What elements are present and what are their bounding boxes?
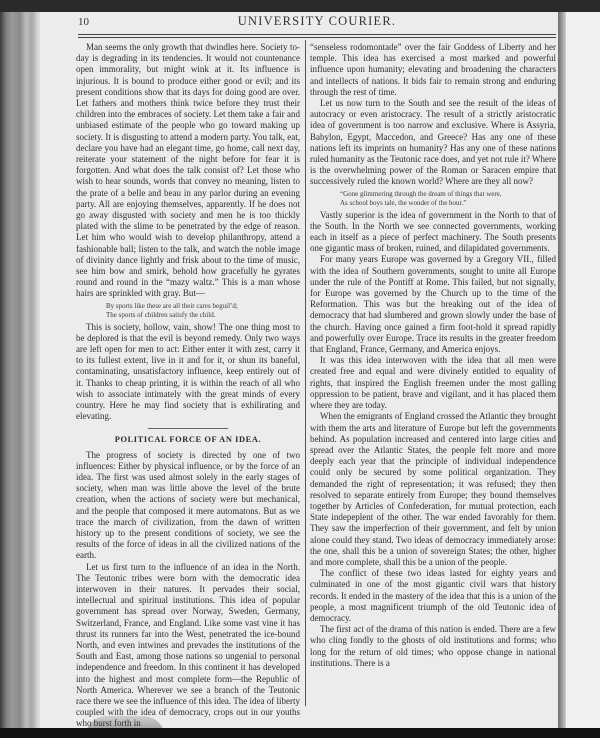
paragraph: This is society, hollow, vain, show! The one thing most to be deplored is that the evil is beyond remedy. Only two ways are left open for men to act: Either enter it with zest, carry it to its fullest extent, live in it and for it, or shun its baneful, contaminating, unsatisfactory influence, keep entirely out of it. Thanks to cheap printing, it is within the reach of all who wish to associate intimately with the great minds of every country. Here he may find society that is exhilirating and elevating. <box>76 321 300 422</box>
paragraph: For many years Europe was governed by a Gregory VII., filled with the idea of Southern governments, sought to unite all Europe under the rule of the Pontiff at Rome. This failed, but not signally, for Europe was governed by the Church up to the time of the Reformation. This was but the breaking out of the idea of democracy that had slumbered and grown slowly under the base of the church. Having once gained a firm foot-hold it spread rapidly and powerfully over Europe. Trace its results in the greater freedom that England, France, Germany, and America enjoys. <box>310 254 556 355</box>
page-number: 10 <box>78 16 89 28</box>
paragraph: Vastly superior is the idea of government in the North to that of the South. In the North we see connected governments, working each in itself as a piece of perfect machinery. The South presents one gigantic mass of broken, ruined, and dilapidated governments. <box>310 209 556 254</box>
section-heading: POLITICAL FORCE OF AN IDEA. <box>114 435 262 445</box>
paragraph: It was this idea interwoven with the idea that all men were created free and equal and were divinely entitled to equality of rights, that inspired the English freemen under the most galling oppression to be patient, brave and vigilant, and it has placed them where they are today. <box>310 355 556 411</box>
paragraph: Let us now turn to the South and see the result of the ideas of autocracy or even aristocracy. The result of a strictly aristocratic idea of government is too narrow and exclusive. Where is Assyria, Babylon, Egypt, Maccedon, and Greece? Has any one of these nations left its imprints on humanity? Has any one of these nations ruled humanity as the Teutonic race does, and yet not rule it? Where is the overwhelming power of the Roman or Saracen empire that successively ruled the known world? Where are they all now? <box>310 98 556 187</box>
verse-quote <box>106 302 300 320</box>
paragraph: The progress of society is directed by one of two influences: Either by physical influence, or by the force of an idea. The first was used almost solely in the early stages of society, when man was little above the level of the brute creation, when the actions of society were but mechanical, and the people that composed it mere automatons. But as we trace the march of civilization, from the dawn of written history up to the present conditions of society, we see the results of the force of ideas in all the civilized nations of the earth. <box>76 449 300 561</box>
right-column <box>310 42 556 669</box>
header-rule-thin <box>78 37 556 38</box>
left-column <box>76 42 300 730</box>
paragraph: Man seems the only growth that dwindles here. Society to-day is degrading in its tendencies. It would not countenance open immorality, but might wink at it. Its influence is injurious. It is bound to produce either good or evil; and its present conditions show that its days for doing good are over. Let fathers and mothers think twice before they trust their children into the embraces of society. Let them take a fair and unbiased estimate of the people who go toward making up society. It is disgusting to attend a modern party. You talk, eat, declare you have had an elegant time, go home, call next day, reiterate your statement of the night before for fear it is forgotten. And what does the talk consist of? Let those who wish to hear sounds, words that convey no meaning, listen to the prate of a belle and beau in any parlor during an evening party. All are enjoying themselves, apparently. If he does not go away disgusted with society and men he is too thickly plated with the slime to be penetrated by the edge of reason. Let him who would wish to develop philanthropy, attend a fashionable ball; listen to the talk, and watch the noble image of divinity dance lightly and frisk about to the time of music, see him bow and smirk, behold how gracefully he gyrates round and round in the “mazy waltz.” This is a man whose hairs are sprinkled with gray. But— <box>76 42 300 299</box>
paragraph: Let us first turn to the influence of an idea in the North. The Teutonic tribes were born with the democratic idea interwoven in their natures. It pervades their social, intellectual and spiritual institutions. This idea of popular government has spread over Norway, Sweden, Germany, Switzerland, France, and England. Like some vast vine it has thrust its runners far into the West, penetrated the ice-bound North, and even intwines and prevades the institutions of the South and East, among those nations so ungenial to personal independence and freedom. In this continent it has developed into the highest and most complete form—the Republic of North America. Wherever we see a branch of the Teutonic race there we see the influence of this idea. The idea of liberty coupled with the idea of democracy, crops out in our youths who burst forth in <box>76 561 300 729</box>
column-divider <box>305 40 306 706</box>
paragraph: “senseless rodomontade” over the fair Goddess of Liberty and her temple. This idea has exercised a most marked and powerful influence upon humanity; elevating and broadening the characters and intellects of nations. It bids fair to remain strong and enduring through the rest of time. <box>310 42 556 97</box>
verse-line: The sports of children satisfy the child. <box>106 310 216 319</box>
scan-right-margin <box>566 12 600 728</box>
paragraph: The first act of the drama of this nation is ended. There are a few who cling fondly to the ghosts of old institutions and forms; who long for the return of old times; who oppose change in national institutions. There is a <box>310 624 556 668</box>
page-header <box>78 14 556 32</box>
verse-quote <box>340 190 556 208</box>
page-right-edge <box>558 12 566 728</box>
verse-line: “Gone glimmering through the dream of things that were, <box>340 189 502 198</box>
header-rule-thick <box>78 34 556 35</box>
paragraph: The conflict of these two ideas lasted for eighty years and culminated in one of the most gigantic civil wars that history records. It ended in the mastery of the idea that this is a union of the people, a most magnificent triumph of the old Teutonic idea of democracy. <box>310 568 556 623</box>
verse-line: By sports like these are all their cares beguil’d; <box>106 301 238 310</box>
scan-top-border <box>0 0 600 12</box>
paragraph: When the emigrants of England crossed the Atlantic they brought with them the arts and literature of Europe but left the governments behind. As population increased and centered into large cities and spread over the Atlantic States, the people felt more and more deeply each year that the principle of individual independence could only be secured by some political organization. They demanded the right of representation; it was refused; they then resolved to separate entirely from Europe; they bound themselves together by Articles of Confederation, for mutual protection, each State indepeplent of the other. The war ended favorably for them. They saw the imperfection of their government, and felt by union alone could they stand. Two ideas of democracy immediately arose: the one, shall this be a union of sovereign States; the other, higher and more complete, shall this be a union of the people. <box>310 411 556 567</box>
verse-line: As school boys tale, the wonder of the hour.” <box>340 198 467 207</box>
section-separator <box>148 428 228 429</box>
book-binding <box>0 12 44 728</box>
running-title: UNIVERSITY COURIER. <box>237 14 397 28</box>
